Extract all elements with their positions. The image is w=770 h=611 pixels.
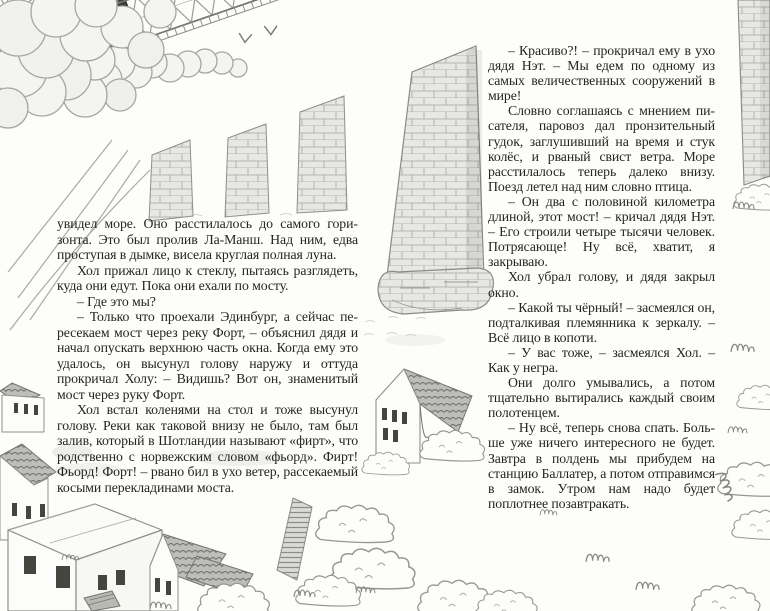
right-text-column bbox=[488, 43, 715, 511]
stone-pier bbox=[225, 124, 269, 217]
stone-pier bbox=[149, 140, 193, 221]
house bbox=[0, 383, 44, 432]
stone-pier-right-edge bbox=[738, 0, 770, 185]
paragraph: – Красиво?! – прокричал ему в ухо дядя Нэт. – Мы едем по одному из самых величественных сооружений в мире! bbox=[488, 43, 715, 104]
paragraph: Хол прижал лицо к стеклу, пытаясь разглядеть, куда они едут. Пока они ехали по мосту. bbox=[57, 262, 358, 293]
stone-pier bbox=[297, 96, 347, 213]
left-text-column bbox=[57, 216, 358, 495]
paragraph: увидел море. Оно расстилалось до самого горизонта. Это был пролив Ла-Манш. Над ним, едва проступая в дымке, висела круглая полная луна. bbox=[57, 216, 358, 262]
paragraph: Они долго умывались, а потом тщательно вытирались каждый своим полотенцем. bbox=[488, 375, 715, 421]
paragraph: Словно соглашаясь с мнением писателя, паровоз дал пронзительный гудок, заглушивший на время и стук колёс, и рваный свист ветра. Море расстилалось теперь далеко внизу. Поезд летел над ним словно птица. bbox=[488, 103, 715, 194]
stone-pier-tall bbox=[378, 46, 493, 314]
bird-icon bbox=[239, 33, 252, 42]
paragraph: – Он два с половиной километра длиной, этот мост! – кричал дядя Нэт. – Его строили четыре тысячи человек. Потрясающе! Ну всё, хватит, я закрываю. bbox=[488, 193, 715, 270]
paragraph: Хол убрал голову, и дядя закрыл окно. bbox=[488, 269, 715, 300]
roof bbox=[277, 498, 312, 580]
paragraph: Хол встал коленями на стол и тоже высунул голову. Реки как таковой внизу не было, там был залив, который в Шотландии называют «фирт», что родственно с норвежским словом «фьорд». Фирт! Фьорд! Форт! – рвано бил в ухо ветер, рассекаемый косыми перекладинами моста. bbox=[57, 402, 358, 495]
paragraph: – У вас тоже, – засмеялся Хол. – Как у негра. bbox=[488, 344, 715, 375]
paragraph: – Только что проехали Эдинбург, а сейчас пересекаем мост через реку Форт, – объяснил дядя и начал опускать верхнюю часть окна. Когда ему это удалось, он высунул голову наружу и оттуда прокричал Холу: – Видишь? Вот он, знаменитый мост через руку Форт. bbox=[57, 309, 358, 402]
paragraph: – Ну всё, теперь снова спать. Больше уже ничего интересного не будет. Завтра в полдень мы прибудем на станцию Баллатер, а потом отправимся в замок. Утром нам надо будет поплотнее позавтракать. bbox=[488, 420, 715, 511]
paragraph: – Где это мы? bbox=[77, 293, 156, 309]
bird-icon bbox=[264, 25, 278, 35]
paragraph: – Какой ты чёрный! – засмеялся он, подталкивая племянника к зеркалу. – Всё лицо в копоти. bbox=[488, 299, 715, 345]
